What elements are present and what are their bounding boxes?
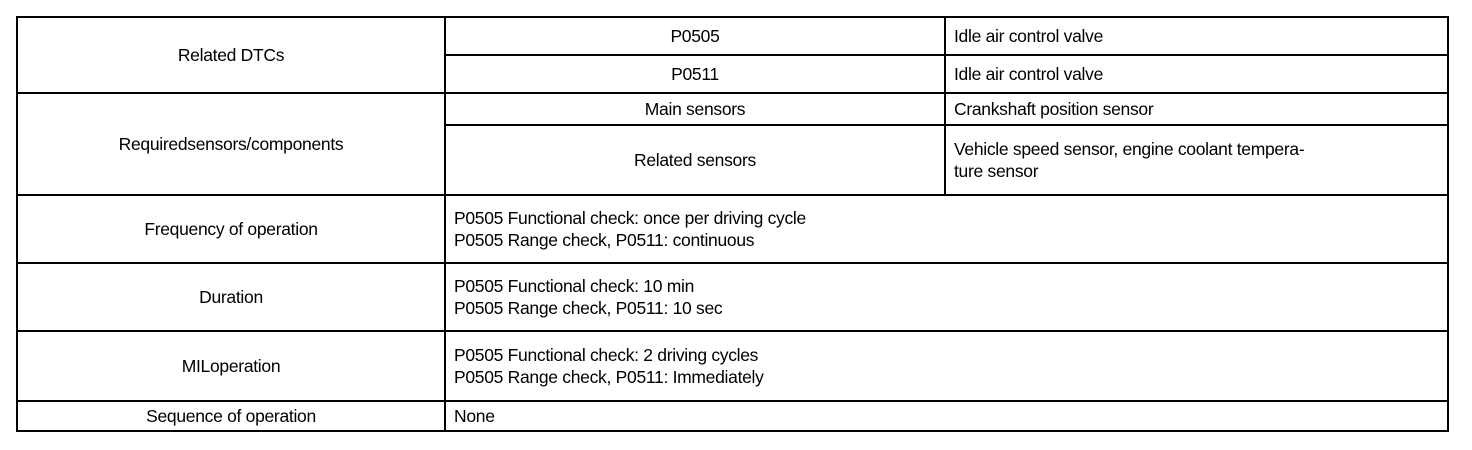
frequency-line: P0505 Functional check: once per driving cycle xyxy=(454,208,806,228)
monitor-spec-table xyxy=(16,16,1449,432)
sequence-value: None xyxy=(445,401,1448,431)
related-sensors-label: Related sensors xyxy=(445,125,945,195)
frequency-line: P0505 Range check, P0511: continuous xyxy=(454,230,755,250)
related-dtcs-label: Related DTCs xyxy=(17,17,445,93)
sequence-label: Sequence of operation xyxy=(17,401,445,431)
frequency-label: Frequency of operation xyxy=(17,195,445,263)
related-sensors-line: Vehicle speed sensor, engine coolant tempera- xyxy=(954,139,1305,159)
frequency-value xyxy=(445,195,1448,263)
dtc-description-cell: Idle air control valve xyxy=(945,17,1448,55)
dtc-code-cell: P0505 xyxy=(445,17,945,55)
dtc-description-cell: Idle air control valve xyxy=(945,55,1448,93)
mil-operation-label: MILoperation xyxy=(17,331,445,401)
main-sensors-label: Main sensors xyxy=(445,93,945,125)
table-row xyxy=(17,195,1448,263)
duration-value xyxy=(445,263,1448,331)
required-sensors-label: Requiredsensors/components xyxy=(17,93,445,195)
related-sensors-value xyxy=(945,125,1448,195)
related-sensors-line: ture sensor xyxy=(954,161,1039,181)
duration-label: Duration xyxy=(17,263,445,331)
table-row xyxy=(17,331,1448,401)
mil-operation-line: P0505 Range check, P0511: Immediately xyxy=(454,367,764,387)
main-sensors-value: Crankshaft position sensor xyxy=(945,93,1448,125)
mil-operation-value xyxy=(445,331,1448,401)
table-row xyxy=(17,263,1448,331)
duration-line: P0505 Range check, P0511: 10 sec xyxy=(454,298,723,318)
mil-operation-line: P0505 Functional check: 2 driving cycles xyxy=(454,345,759,365)
table-row xyxy=(17,401,1448,431)
table-row xyxy=(17,93,1448,125)
table-row xyxy=(17,17,1448,55)
duration-line: P0505 Functional check: 10 min xyxy=(454,276,695,296)
dtc-code-cell: P0511 xyxy=(445,55,945,93)
